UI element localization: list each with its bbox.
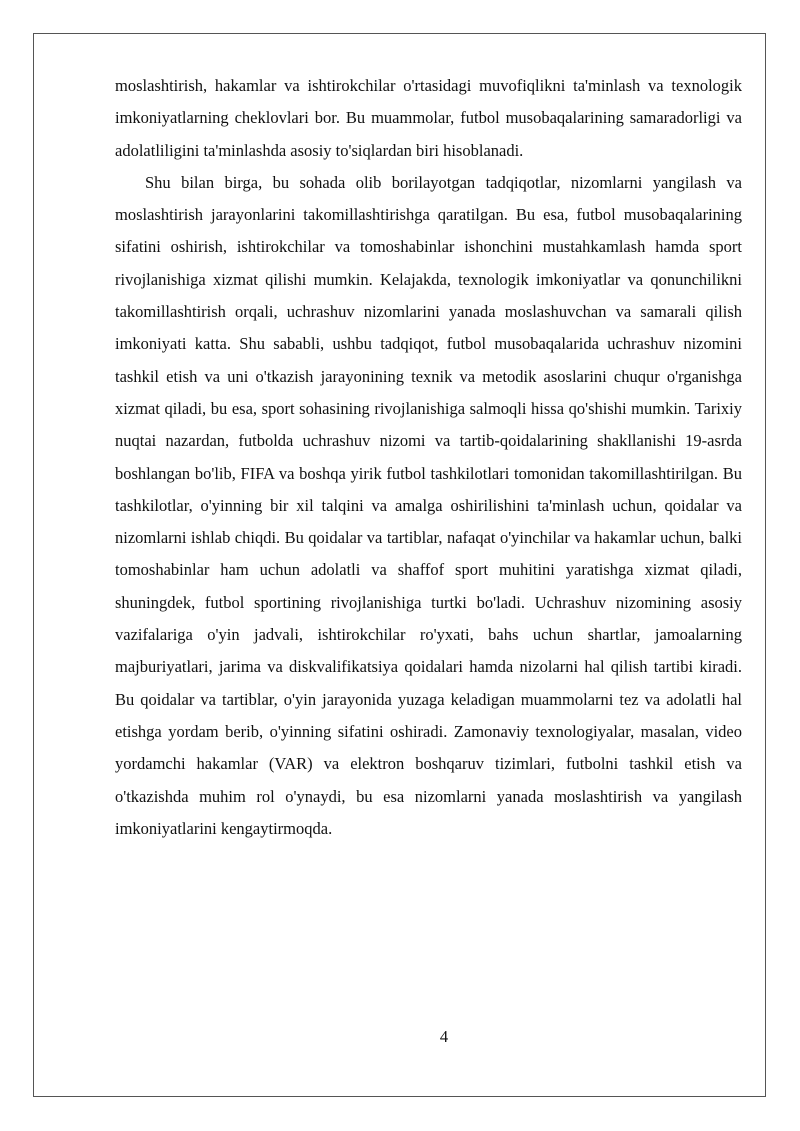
paragraph-main: Shu bilan birga, bu sohada olib borilayotgan tadqiqotlar, nizomlarni yangilash va moslashtirish jarayonlarini takomillashtirishga qaratilgan. Bu esa, futbol musobaqalarining sifatini oshirish, ishtirokchilar va tomoshabinlar ishonchini mustahkamlash hamda sport rivojlanishiga xizmat qilishi mumkin. Kelajakda, texnologik imkoniyatlar va qonunchilikni takomillashtirish orqali, uchrashuv nizomlarini yanada moslashuvchan va samarali qilish imkoniyati katta. Shu sababli, ushbu tadqiqot, futbol musobaqalarida uchrashuv nizomini tashkil etish va uni o'tkazish jarayonining texnik va metodik asoslarini chuqur o'rganishga xizmat qiladi, bu esa, sport sohasining rivojlanishiga salmoqli hissa qo'shishi mumkin. Tarixiy nuqtai nazardan, futbolda uchrashuv nizomi va tartib-qoidalarining shakllanishi 19-asrda boshlangan bo'lib, FIFA va boshqa yirik futbol tashkilotlari tomonidan takomillashtirilgan. Bu tashkilotlar, o'yinning bir xil talqini va amalga oshirilishini ta'minlash uchun, qoidalar va nizomlarni ishlab chiqdi. Bu qoidalar va tartiblar, nafaqat o'yinchilar va hakamlar uchun, balki tomoshabinlar ham uchun adolatli va shaffof sport muhitini yaratishga xizmat qiladi, shuningdek, futbol sportining rivojlanishiga turtki bo'ladi. Uchrashuv nizomining asosiy vazifalariga o'yin jadvali, ishtirokchilar ro'yxati, bahs uchun shartlar, jamoalarning majburiyatlari, jarima va diskvalifikatsiya qoidalari hamda nizolarni hal qilish tartibi kiradi. Bu qoidalar va tartiblar, o'yin jarayonida yuzaga keladigan muammolarni tez va adolatli hal etishga yordam berib, o'yinning sifatini oshiradi. Zamonaviy texnologiyalar, masalan, video yordamchi hakamlar (VAR) va elektron boshqaruv tizimlari, futbolni tashkil etish va o'tkazishda muhim rol o'ynaydi, bu esa nizomlarni yanada moslashtirish va yangilash imkoniyatlarini kengaytirmoqda. — [115, 172, 742, 838]
document-body — [115, 70, 742, 845]
page-number: 4 — [439, 1027, 449, 1046]
paragraph-continuation: moslashtirish, hakamlar va ishtirokchilar o'rtasidagi muvofiqlikni ta'minlash va texnologik imkoniyatlarning cheklovlari bor. Bu muammolar, futbol musobaqalarining samaradorligi va adolatliligini ta'minlashda asosiy to'siqlardan biri hisoblanadi. — [115, 76, 742, 160]
